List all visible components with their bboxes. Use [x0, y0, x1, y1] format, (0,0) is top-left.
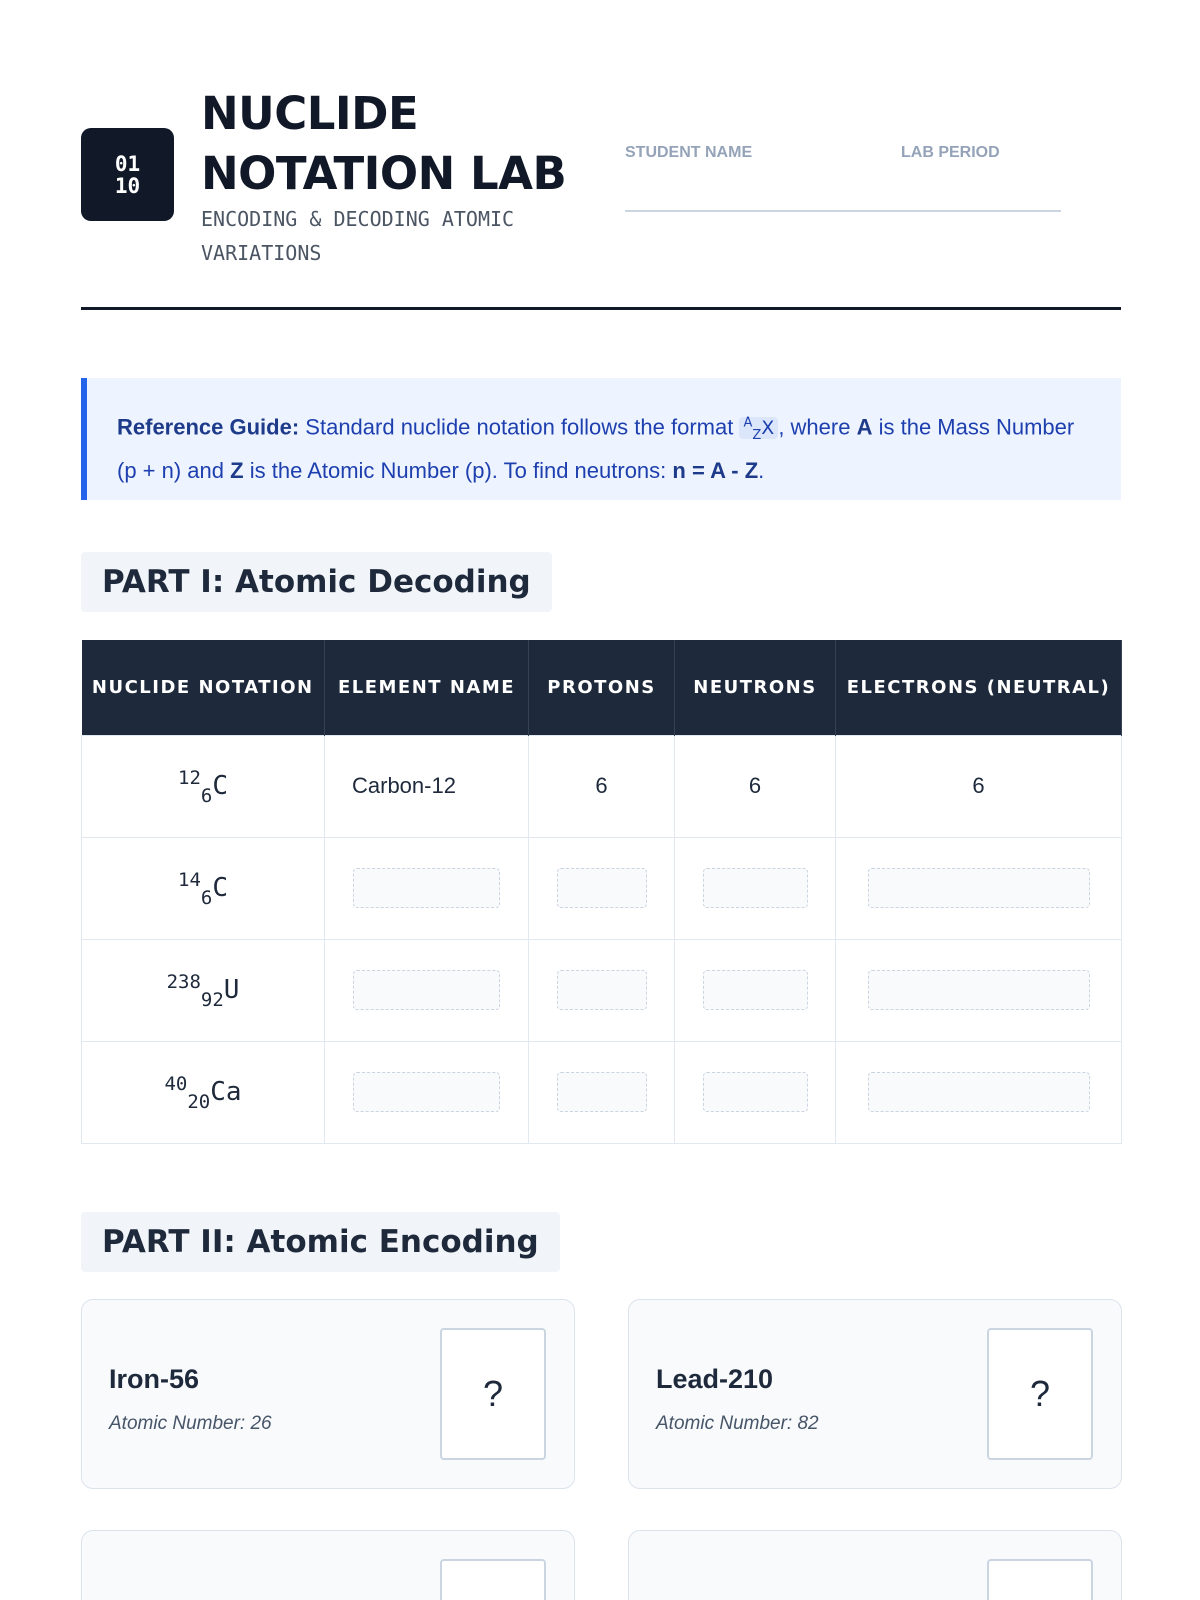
binary-logo-icon [81, 128, 174, 221]
isotope-name: Lead-210 [656, 1364, 774, 1394]
neutrons-cell [675, 939, 836, 1041]
neutrons-cell [675, 837, 836, 939]
table-row [82, 1041, 1122, 1143]
notation-answer-box[interactable]: ? [987, 1328, 1093, 1460]
electrons-input[interactable] [868, 868, 1090, 908]
electrons-input[interactable] [868, 1072, 1090, 1112]
isotope-name: Iron-56 [109, 1364, 200, 1394]
logo-bottom-digits: 10 [114, 173, 141, 198]
protons-input[interactable] [557, 1072, 647, 1112]
element-name-input[interactable] [353, 1072, 500, 1112]
format-symbol: X [761, 417, 775, 440]
electrons-cell [836, 939, 1122, 1041]
col-header-neutrons: NEUTRONS [675, 640, 836, 735]
decoding-table [81, 640, 1122, 1144]
nuclide-cell [82, 939, 325, 1041]
atomic-number: 6 [200, 785, 213, 807]
name-period-input-line[interactable] [625, 210, 1061, 212]
nuclide-cell [82, 837, 325, 939]
col-header-protons: PROTONS [529, 640, 675, 735]
page-title: NUCLIDE NOTATION LAB [201, 87, 567, 200]
neutrons-cell [675, 1041, 836, 1143]
protons-cell [529, 837, 675, 939]
table-header-row [82, 640, 1122, 735]
electrons-cell [836, 1041, 1122, 1143]
part1-title: PART I: Atomic Decoding [81, 552, 552, 612]
nuclide-notation [166, 971, 240, 1011]
reference-lead: Reference Guide: [117, 414, 300, 440]
notation-format [739, 416, 778, 444]
part2-title: PART II: Atomic Encoding [81, 1212, 560, 1272]
format-atomic: Z [752, 428, 762, 444]
atomic-number: 20 [187, 1091, 211, 1113]
reference-text-5: . [758, 458, 765, 484]
encoding-card [628, 1530, 1122, 1600]
col-header-notation: NUCLIDE NOTATION [82, 640, 325, 735]
element-name-input[interactable] [353, 970, 500, 1010]
element-name-cell [325, 1041, 529, 1143]
col-header-electrons: ELECTRONS (NEUTRAL) [836, 640, 1122, 735]
worksheet-header [81, 84, 1121, 310]
electrons-cell: 6 [836, 735, 1122, 837]
col-header-element: ELEMENT NAME [325, 640, 529, 735]
protons-cell [529, 939, 675, 1041]
reference-text-1: Standard nuclide notation follows the format [305, 414, 734, 440]
protons-input[interactable] [557, 970, 647, 1010]
nuclide-notation [178, 869, 228, 909]
atomic-number: 6 [200, 887, 213, 909]
isotope-atomic-number: Atomic Number: 82 [656, 1413, 819, 1434]
mass-number: 40 [164, 1073, 188, 1095]
element-name-cell [325, 939, 529, 1041]
nuclide-notation [164, 1073, 242, 1113]
nuclide-cell [82, 1041, 325, 1143]
element-symbol: C [212, 873, 228, 903]
notation-answer-box[interactable] [987, 1559, 1093, 1600]
protons-input[interactable] [557, 868, 647, 908]
element-symbol: Ca [210, 1077, 242, 1107]
atomic-number: 92 [200, 989, 224, 1011]
neutrons-input[interactable] [703, 970, 808, 1010]
logo-top-digits: 01 [114, 151, 141, 176]
notation-answer-box[interactable] [440, 1559, 546, 1600]
mass-number: 12 [178, 767, 201, 789]
header-divider [81, 307, 1121, 310]
reference-text-3: is the Mass Number (p + n) and [117, 414, 1075, 484]
reference-text-2: , where [778, 414, 851, 440]
encoding-card [81, 1299, 575, 1489]
element-name-input[interactable] [353, 868, 500, 908]
electrons-cell [836, 837, 1122, 939]
nuclide-cell [82, 735, 325, 837]
page-subtitle: ENCODING & DECODING ATOMIC VARIATIONS [201, 207, 515, 265]
element-name-cell [325, 837, 529, 939]
mass-number: 14 [178, 869, 201, 891]
reference-a: A [856, 414, 873, 440]
encoding-card [81, 1530, 575, 1600]
element-name-cell: Carbon-12 [325, 735, 529, 837]
neutrons-input[interactable] [703, 868, 808, 908]
electrons-input[interactable] [868, 970, 1090, 1010]
table-row [82, 939, 1122, 1041]
reference-guide [81, 378, 1121, 500]
neutron-formula: n = A - Z [672, 458, 759, 484]
table-row [82, 735, 1122, 837]
neutrons-cell: 6 [675, 735, 836, 837]
encoding-card [628, 1299, 1122, 1489]
protons-cell [529, 1041, 675, 1143]
lab-period-label: LAB PERIOD [901, 144, 1000, 161]
notation-answer-box[interactable]: ? [440, 1328, 546, 1460]
student-name-label: STUDENT NAME [625, 144, 753, 161]
table-row [82, 837, 1122, 939]
element-symbol: U [223, 975, 240, 1005]
isotope-atomic-number: Atomic Number: 26 [109, 1413, 272, 1434]
format-mass: A [743, 416, 753, 431]
mass-number: 238 [166, 971, 201, 993]
protons-cell: 6 [529, 735, 675, 837]
reference-z: Z [230, 458, 244, 484]
neutrons-input[interactable] [703, 1072, 808, 1112]
nuclide-notation [178, 767, 228, 807]
element-symbol: C [212, 771, 228, 801]
reference-text-4: is the Atomic Number (p). To find neutrons: [249, 458, 667, 484]
